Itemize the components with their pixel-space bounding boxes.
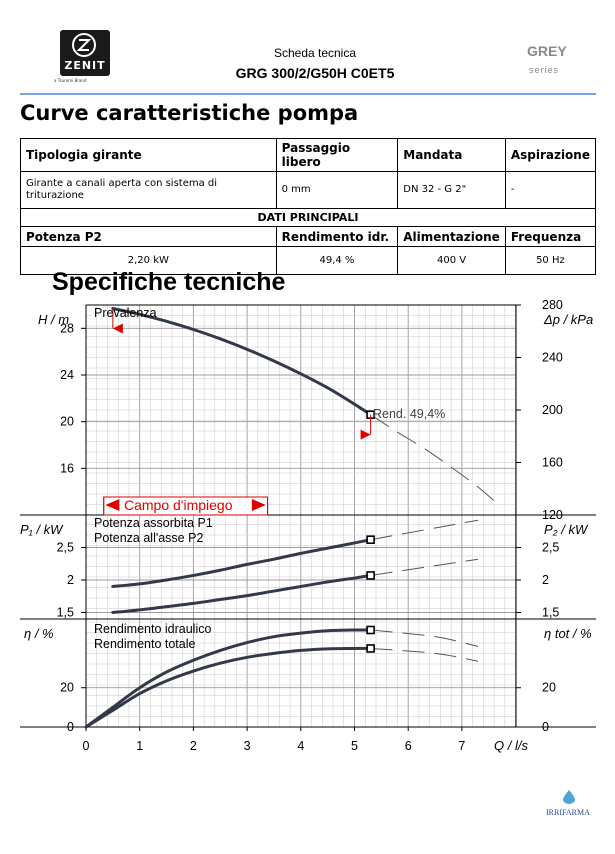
operating-point-marker [367, 536, 374, 543]
y-tick-label: 28 [60, 321, 74, 336]
legend-p2: Potenza all'asse P2 [94, 531, 204, 545]
legend-p1: Potenza assorbita P1 [94, 516, 213, 530]
document-title: Scheda tecnica [273, 46, 357, 60]
main-header-cell: Rendimento idr. [276, 227, 398, 247]
x-tick-label: 5 [351, 739, 358, 753]
axis-label-dp: Δp / kPa [544, 312, 594, 327]
x-tick-label: 6 [404, 739, 412, 753]
y-tick-label: 0 [67, 720, 74, 734]
section-title: Curve caratteristiche pompa [20, 101, 359, 125]
value-cell: - [505, 172, 595, 209]
water-drop-icon [563, 790, 575, 804]
y-tick-label: 2,5 [56, 540, 74, 555]
logo-z-emblem-icon [72, 33, 96, 57]
efficiency-annotation: Rend. 49,4% [373, 407, 446, 421]
y-tick-label: 1,5 [56, 605, 74, 620]
legend-prevalenza: Prevalenza [94, 306, 157, 320]
y2-tick-label: 240 [542, 350, 563, 365]
x-tick-label: 2 [189, 739, 197, 753]
operating-point-marker [367, 572, 374, 579]
x-tick-label: 0 [82, 739, 90, 753]
main-value-cell: 400 V [398, 247, 506, 275]
x-tick-label: 3 [243, 739, 251, 753]
y2-tick-label: 1,5 [542, 605, 560, 620]
logo-text: ZENIT [64, 59, 106, 72]
y2-tick-label: 120 [542, 508, 563, 522]
y2-tick-label: 0 [542, 720, 549, 734]
brand-series: series [529, 65, 560, 75]
operating-range-label: Campo d'impiego [124, 497, 233, 513]
value-cell: 0 mm [276, 172, 398, 209]
main-value-cell: 50 Hz [505, 247, 595, 275]
main-header-cell: Potenza P2 [21, 227, 277, 247]
legend-eta-hydraulic: Rendimento idraulico [94, 622, 212, 636]
header-divider [20, 93, 596, 95]
series-extension [371, 415, 500, 506]
y-tick-label: 20 [60, 680, 74, 695]
range-start-arrow-icon [113, 324, 123, 334]
y2-tick-label: 2,5 [542, 540, 560, 555]
header-cell: Aspirazione [505, 139, 595, 172]
legend-eta-total: Rendimento totale [94, 637, 196, 651]
series-line [113, 309, 371, 415]
footer-company: IRRIFARMA [546, 808, 590, 817]
product-code: GRG 300/2/G50H C0ET5 [235, 65, 395, 81]
value-cell: Girante a canali aperta con sistema di triturazione [21, 172, 277, 209]
main-header-cell: Alimentazione [398, 227, 506, 247]
pump-performance-chart [0, 296, 615, 766]
main-header-cell: Frequenza [505, 227, 595, 247]
y-tick-label: 2 [67, 573, 74, 587]
brand-name: GREY [527, 43, 567, 59]
y2-tick-label: 20 [542, 680, 556, 695]
operating-point-marker [367, 626, 374, 633]
y-tick-label: 20 [60, 414, 74, 429]
x-tick-label: 4 [297, 739, 305, 753]
y2-tick-label: 160 [542, 455, 563, 470]
axis-label-p1: P₁ / kW [20, 522, 63, 537]
x-tick-label: 7 [458, 739, 466, 753]
series-line [113, 540, 371, 587]
value-cell: DN 32 - G 2" [398, 172, 506, 209]
x-tick-label: 1 [136, 739, 144, 753]
main-data-title: DATI PRINCIPALI [21, 209, 596, 227]
header-cell: Passaggio libero [276, 139, 398, 172]
header-cell: Mandata [398, 139, 506, 172]
axis-label-eta: η / % [24, 626, 54, 641]
chart-heading: Specifiche tecniche [52, 268, 286, 296]
operating-point-marker [367, 645, 374, 652]
y2-tick-label: 2 [542, 573, 549, 587]
y2-tick-label: 200 [542, 403, 563, 417]
main-value-cell: 2,20 kW [21, 247, 277, 275]
axis-label-q: Q / l/s [494, 738, 528, 753]
main-value-cell: 49,4 % [276, 247, 398, 275]
logo-subtitle: a Tsurumi Brand [54, 78, 87, 83]
header-cell: Tipologia girante [21, 139, 277, 172]
y2-tick-label: 280 [542, 298, 563, 312]
axis-label-p2: P₂ / kW [544, 522, 588, 537]
zenit-logo [60, 30, 110, 76]
y-tick-label: 16 [60, 461, 74, 476]
spec-table [20, 138, 596, 275]
y-tick-label: 24 [60, 368, 74, 382]
axis-label-eta-tot: η tot / % [544, 626, 592, 641]
axis-label-h: H / m [38, 312, 70, 327]
